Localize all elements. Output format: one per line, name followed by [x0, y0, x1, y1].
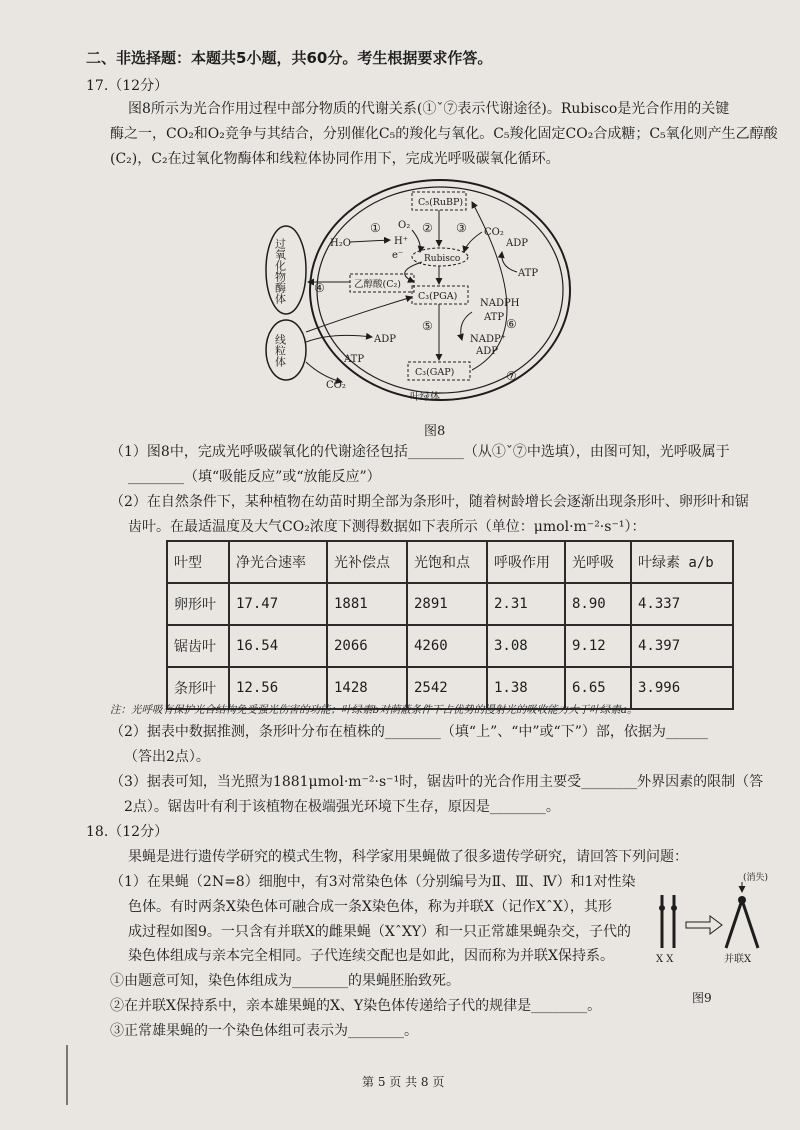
- table-cell: 12.56: [229, 667, 327, 709]
- q18-intro: 果蝇是进行遗传学研究的模式生物，科学家用果蝇做了很多遗传学研究，请回答下列问题：: [128, 849, 688, 865]
- c5-label: C₅(RuBP): [418, 197, 464, 208]
- table-cell: 1.38: [487, 667, 565, 709]
- atp-label-left: ATP: [344, 354, 365, 365]
- section-title: 二、非选择题：本题共5小题，共60分。考生根据要求作答。: [86, 49, 493, 67]
- table-row: [167, 625, 733, 667]
- table-cell: 17.47: [229, 583, 327, 625]
- table-note: 注：光呼吸有保护光合结构免受强光伤害的功能；叶绿素b对荫蔽条件下占优势的漫射光的吸收能力大于叶绿素a。: [110, 704, 638, 716]
- table-header-cell: 叶型: [167, 541, 229, 583]
- h2o-label: H₂O: [330, 238, 351, 249]
- nadp-label: NADP⁺: [470, 334, 506, 345]
- table-cell: 2066: [327, 625, 407, 667]
- pathway-6: ⑥: [506, 317, 517, 331]
- eminus-label: e⁻: [392, 250, 404, 261]
- q17-header: 17.（12分）: [86, 78, 169, 94]
- table-cell: 1428: [327, 667, 407, 709]
- table-header-row: [167, 541, 733, 583]
- q17-p3-line-2: （答出2点）。: [124, 749, 210, 765]
- fused-x-label: 并联X: [724, 954, 752, 965]
- table-cell: 条形叶: [167, 667, 229, 709]
- table-cell: 1881: [327, 583, 407, 625]
- table-cell: 2.31: [487, 583, 565, 625]
- q18-s1: ①由题意可知，染色体组成为________的果蝇胚胎致死。: [110, 973, 460, 989]
- adp-label-mid: ADP: [476, 346, 498, 357]
- q18-header: 18.（12分）: [86, 824, 169, 840]
- q17-intro-line-3: (C₂)，C₂在过氧化物酶体和线粒体协同作用下，完成光呼吸碳氧化循环。: [110, 151, 560, 167]
- q17-p3-line-1: （2）据表中数据推测，条形叶分布在植株的________（填“上”、“中”或“下”）部，依据为______: [110, 724, 708, 740]
- pathway-7: ⑦: [506, 369, 517, 383]
- nadph-label: NADPH: [480, 298, 520, 309]
- co2-label-bottom: CO₂: [326, 380, 346, 391]
- chloroplast-label: 叶绿体: [410, 392, 440, 403]
- q17-p4-line-2: 2点）。锯齿叶有利于该植物在极端强光环境下生存，原因是________。: [124, 799, 560, 815]
- q17-p4-line-1: （3）据表可知，当光照为1881μmol·m⁻²·s⁻¹时，锯齿叶的光合作用主要受________外界因素的限制（答: [110, 774, 764, 790]
- q17-intro-line-2: 酶之一，CO₂和O₂竞争与其结合，分别催化C₅的羧化与氧化。C₅羧化固定CO₂合成糖；C₅氧化则产生乙醇酸: [110, 126, 778, 142]
- table-header-cell: 呼吸作用: [487, 541, 565, 583]
- table-cell: 6.65: [565, 667, 631, 709]
- figure-9-caption: 图9: [692, 991, 712, 1005]
- table-row: [167, 583, 733, 625]
- table-cell: 锯齿叶: [167, 625, 229, 667]
- table-cell: 3.996: [631, 667, 733, 709]
- figure-8-caption: 图8: [424, 424, 446, 439]
- transform-arrow: [686, 916, 722, 934]
- disappear-label: (消失): [743, 873, 769, 883]
- table-header-cell: 净光合速率: [229, 541, 327, 583]
- q18-p1-line-1: （1）在果蝇（2N=8）细胞中，有3对常染色体（分别编号为Ⅱ、Ⅲ、Ⅳ）和1对性染: [110, 874, 636, 890]
- table-cell: 3.08: [487, 625, 565, 667]
- q18-p1-line-4: 染色体组成与亲本完全相同。子代连续交配也是如此，因而称为并联X保持系。: [128, 948, 614, 964]
- hplus-label: H⁺: [394, 236, 408, 247]
- table-header-cell: 叶绿素 a/b: [631, 541, 733, 583]
- c3-pga-label: C₃(PGA): [418, 291, 458, 302]
- table-header-cell: 光补偿点: [327, 541, 407, 583]
- q17-p2-line-1: （2）在自然条件下，某种植物在幼苗时期全部为条形叶，随着树龄增长会逐渐出现条形叶、卵形叶和锯: [110, 494, 749, 510]
- adp-label-right: ADP: [506, 238, 528, 249]
- q17-p1-line-2: ________（填“吸能反应”或“放能反应”）: [128, 469, 381, 485]
- c3-gap-label: C₃(GAP): [415, 367, 455, 378]
- figure-9-diagram: [640, 870, 770, 970]
- o2-label: O₂: [398, 220, 411, 231]
- q18-p1-line-3: 成过程如图9。一只含有并联X的雌果蝇（XˆXY）和一只正常雄果蝇杂交，子代的: [128, 924, 632, 940]
- q17-p1-line-1: （1）图8中，完成光呼吸碳氧化的代谢途径包括________（从①ˇ⑦中选填），由图可知，光呼吸属于: [110, 444, 730, 460]
- q17-p2-line-2: 齿叶。在最适温度及大气CO₂浓度下测得数据如下表所示（单位：μmol·m⁻²·s⁻¹）：: [128, 519, 646, 535]
- pathway-2: ②: [422, 221, 433, 235]
- table-header-cell: 光呼吸: [565, 541, 631, 583]
- q17-intro-line-1: 图8所示为光合作用过程中部分物质的代谢关系(①ˇ⑦表示代谢途径)。Rubisco是光合作用的关键: [128, 101, 730, 117]
- pathway-3: ③: [456, 221, 467, 235]
- table-cell: 2542: [407, 667, 487, 709]
- q18-s3: ③正常雄果蝇的一个染色体组可表示为________。: [110, 1023, 418, 1039]
- figure-8-diagram: [262, 172, 592, 412]
- binding-margin-mark: [66, 1045, 68, 1105]
- page-footer: 第 5 页 共 8 页: [362, 1075, 445, 1089]
- table-cell: 9.12: [565, 625, 631, 667]
- table-cell: 8.90: [565, 583, 631, 625]
- table-cell: 4.397: [631, 625, 733, 667]
- mitochondria-label: 线粒体: [273, 334, 287, 367]
- xx-label: X X: [656, 954, 674, 965]
- pathway-5: ⑤: [422, 319, 433, 333]
- table-cell: 4260: [407, 625, 487, 667]
- pathway-1: ①: [370, 221, 381, 235]
- pathway-4: ④: [314, 281, 325, 295]
- rubisco-label: Rubisco: [424, 254, 461, 264]
- table-cell: 4.337: [631, 583, 733, 625]
- peroxisome-label: 过氧化物酶体: [273, 238, 287, 304]
- q18-s2: ②在并联X保持系中，亲本雄果蝇的X、Y染色体传递给子代的规律是________。: [110, 998, 602, 1014]
- table-cell: 卵形叶: [167, 583, 229, 625]
- atp-label-mid: ATP: [484, 312, 505, 323]
- q18-p1-line-2: 色体。有时两条X染色体可融合成一条X染色体，称为并联X（记作XˆX），其形: [128, 899, 612, 915]
- adp-label-left: ADP: [374, 334, 396, 345]
- atp-label-right: ATP: [518, 268, 539, 279]
- glycolate-label: 乙醇酸(C₂): [354, 279, 401, 290]
- table-cell: 2891: [407, 583, 487, 625]
- leaf-data-table: [166, 540, 734, 710]
- co2-label-top: CO₂: [484, 227, 504, 238]
- table-header-cell: 光饱和点: [407, 541, 487, 583]
- table-cell: 16.54: [229, 625, 327, 667]
